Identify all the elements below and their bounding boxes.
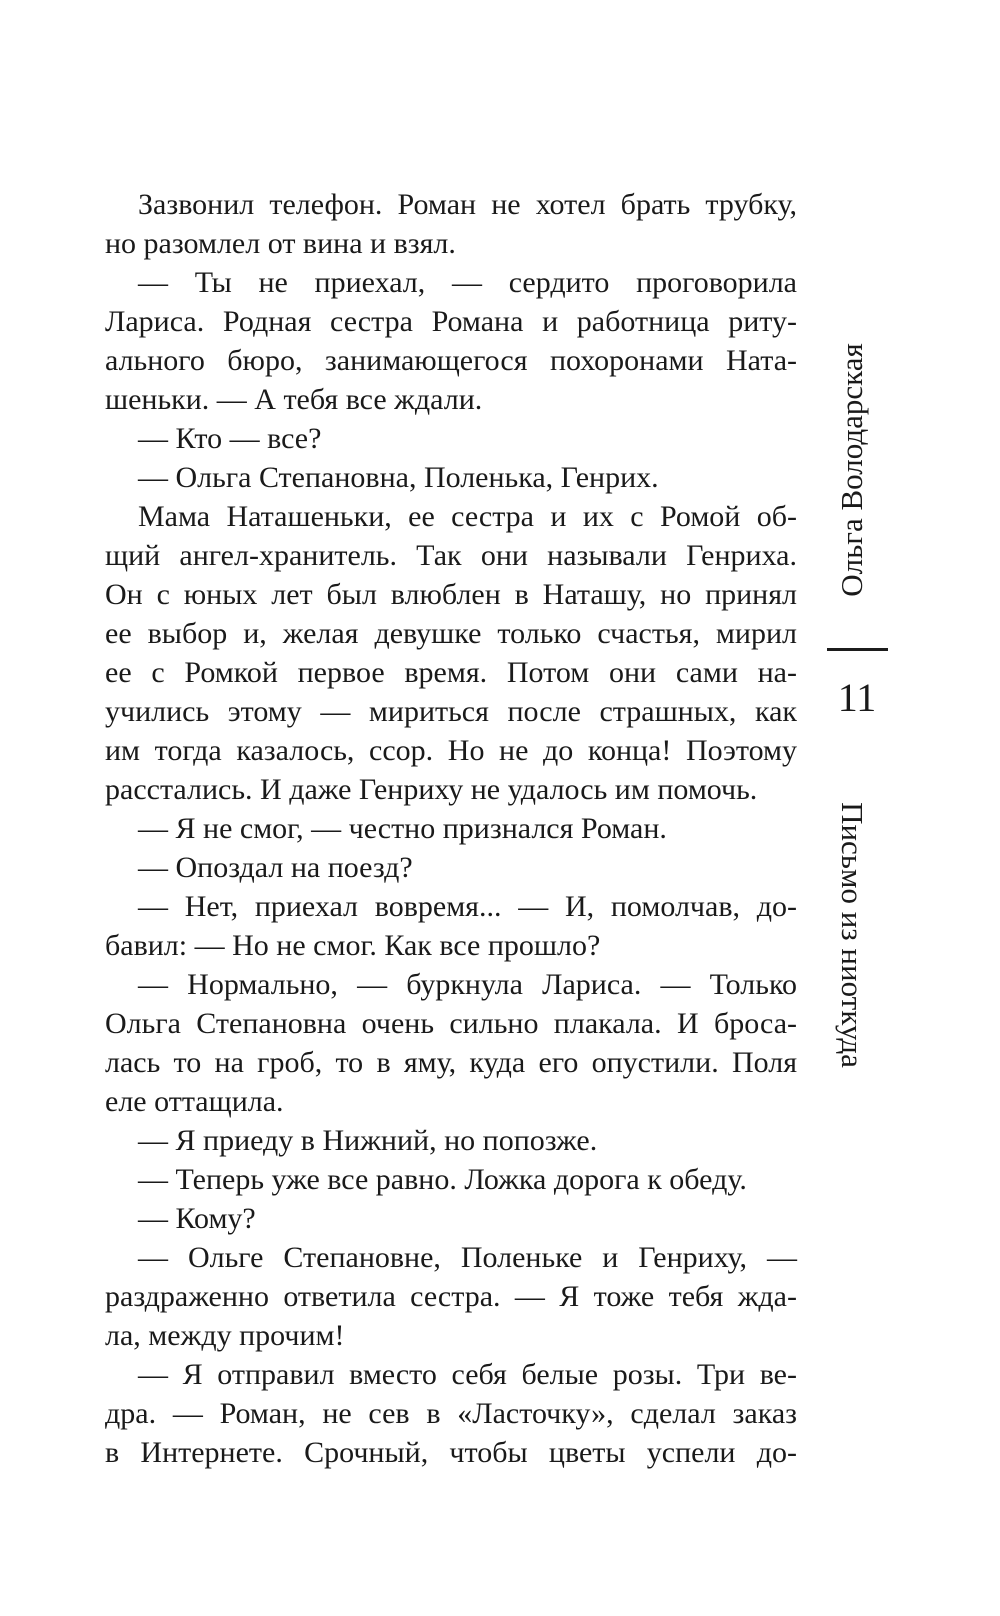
text-line: Лариса. Родная сестра Романа и работница риту- [105,305,797,338]
text-line: Мама Наташеньки, ее сестра и их с Ромой об- [138,500,797,533]
text-line: ее с Ромкой первое время. Потом они сами на- [105,656,797,689]
paragraph [105,497,797,809]
text-line: Он с юных лет был влюблен в Наташу, но принял [105,578,797,611]
text-line: в Интернете. Срочный, чтобы цветы успели до- [105,1436,797,1469]
page-number: 11 [837,675,877,720]
text-line: ее выбор и, желая девушке только счастья, мирил [105,617,797,650]
text-line: дра. — Роман, не сев в «Ласточку», сделал заказ [105,1397,797,1430]
text-line: — Я отправил вместо себя белые розы. Три ве- [138,1358,797,1391]
text-line: — Кто — все? [138,422,322,455]
text-line: еле оттащила. [105,1085,284,1118]
text-line: расстались. И даже Генриху не удалось им помочь. [105,773,758,806]
text-line: ла, между прочим! [105,1319,345,1352]
text-line: Ольга Степановна очень сильно плакала. И броса- [105,1007,797,1040]
paragraph [105,848,797,887]
text-line: щий ангел-хранитель. Так они называли Генриха. [105,539,797,572]
text-line: — Теперь уже все равно. Ложка дорога к обеду. [138,1163,747,1196]
text-line: — Нормально, — буркнула Лариса. — Только [138,968,797,1001]
text-line: — Ольге Степановне, Поленьке и Генриху, — [138,1241,797,1274]
author-name-vertical: Ольга Володарская [834,343,869,597]
paragraph [105,1160,797,1199]
text-line: — Я не смог, — честно признался Роман. [138,812,667,845]
paragraph [105,458,797,497]
paragraph [105,1355,797,1472]
text-line: учились этому — мириться после страшных, как [105,695,797,728]
paragraph [105,263,797,419]
text-line: раздраженно ответила сестра. — Я тоже тебя жда- [105,1280,797,1313]
text-line: бавил: — Но не смог. Как все прошло? [105,929,601,962]
text-line: — Опоздал на поезд? [138,851,413,884]
body-text [105,185,797,1472]
text-line: ального бюро, занимающегося похоронами Ната- [105,344,797,377]
text-line: шеньки. — А тебя все ждали. [105,383,483,416]
paragraph [105,809,797,848]
text-line: — Ольга Степановна, Поленька, Генрих. [138,461,659,494]
text-line: — Ты не приехал, — сердито проговорила [138,266,797,299]
paragraph [105,1121,797,1160]
paragraph [105,185,797,263]
book-title-vertical: Письмо из ниоткуда [835,802,870,1068]
text-line: Зазвонил телефон. Роман не хотел брать трубку, [138,188,797,221]
divider-rule [827,648,888,651]
paragraph [105,965,797,1121]
text-line: им тогда казалось, ссор. Но не до конца! Поэтому [105,734,797,767]
paragraph [105,887,797,965]
text-line: но разомлел от вина и взял. [105,227,456,260]
text-line: лась то на гроб, то в яму, куда его опустили. Поля [105,1046,797,1079]
text-line: — Кому? [138,1202,256,1235]
text-line: — Нет, приехал вовремя... — И, помолчав, до- [138,890,797,923]
paragraph [105,1238,797,1355]
paragraph [105,1199,797,1238]
text-line: — Я приеду в Нижний, но попозже. [138,1124,598,1157]
paragraph [105,419,797,458]
